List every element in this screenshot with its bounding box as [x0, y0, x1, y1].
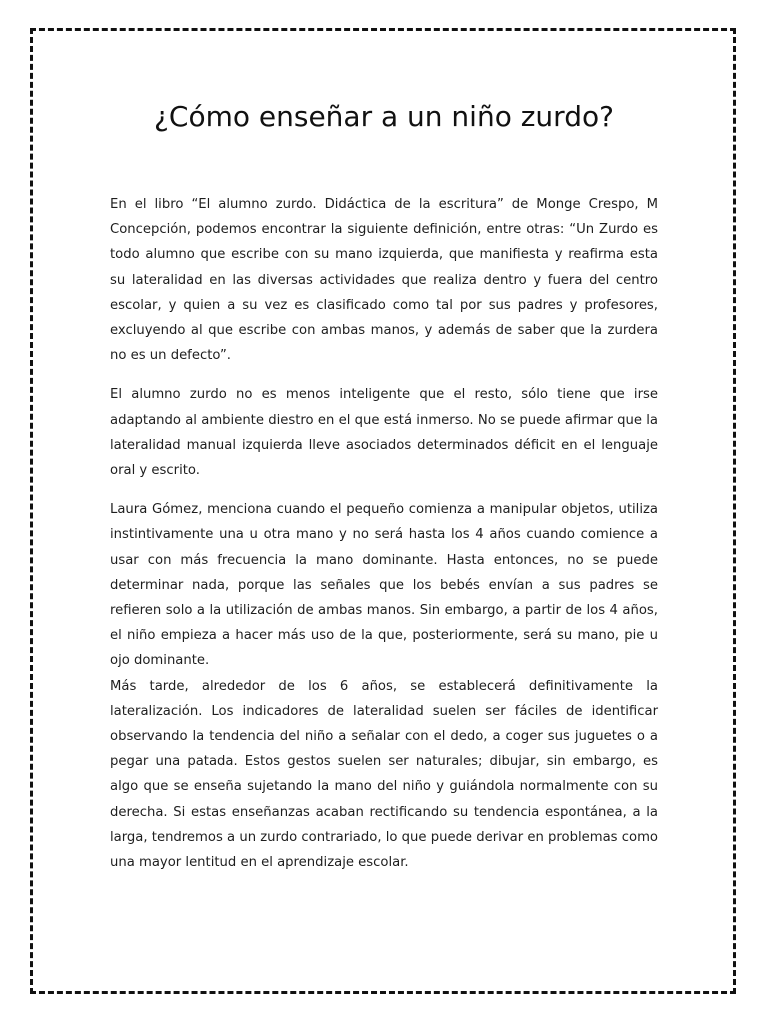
paragraph-intelligence: El alumno zurdo no es menos inteligente que el resto, sólo tiene que irse adaptando al ambiente diestro en el que está inmerso. No se puede afirmar que la lateralidad manual izquierda lleve asociados determinados déficit en el lenguaje oral y escrito.: [110, 387, 658, 479]
paragraph-lateralization: Más tarde, alrededor de los 6 años, se establecerá definitivamente la lateralización. Los indicadores de lateralidad suelen ser fáciles de identificar observando la tendencia del niño a señalar con el dedo, a coger sus juguetes o a pegar una patada. Estos gestos suelen ser naturales; dibujar, sin embargo, es algo que se enseña sujetando la mano del niño y guiándola normalmente con su derecha. Si estas enseñanzas acaban rectificando su tendencia espontánea, a la larga, tendremos a un zurdo contrariado, lo que puede derivar en problemas como una mayor lentitud en el aprendizaje escolar.: [110, 678, 658, 871]
paragraph-definition: En el libro “El alumno zurdo. Didáctica de la escritura” de Monge Crespo, M Concepción, podemos encontrar la siguiente definición, entre otras: “Un Zurdo es todo alumno que escribe con su mano izquierda, que manifiesta y reafirma esta su lateralidad en las diversas actividades que realiza dentro y fuera del centro escolar, y quien a su vez es clasificado como tal por sus padres y profesores, excluyendo al que escribe con ambas manos, y además de saber que la zurdera no es un defecto”.: [110, 197, 658, 364]
document-body: [110, 192, 658, 875]
page-title: ¿Cómo enseñar a un niño zurdo?: [154, 100, 614, 133]
paragraph-development: Laura Gómez, menciona cuando el pequeño comienza a manipular objetos, utiliza instintivamente una u otra mano y no será hasta los 4 años cuando comience a usar con más frecuencia la mano dominante. Hasta entonces, no se puede determinar nada, porque las señales que los bebés envían a sus padres se refieren solo a la utilización de ambas manos. Sin embargo, a partir de los 4 años, el niño empieza a hacer más uso de la que, posteriormente, será su mano, pie u ojo dominante.: [110, 502, 658, 669]
